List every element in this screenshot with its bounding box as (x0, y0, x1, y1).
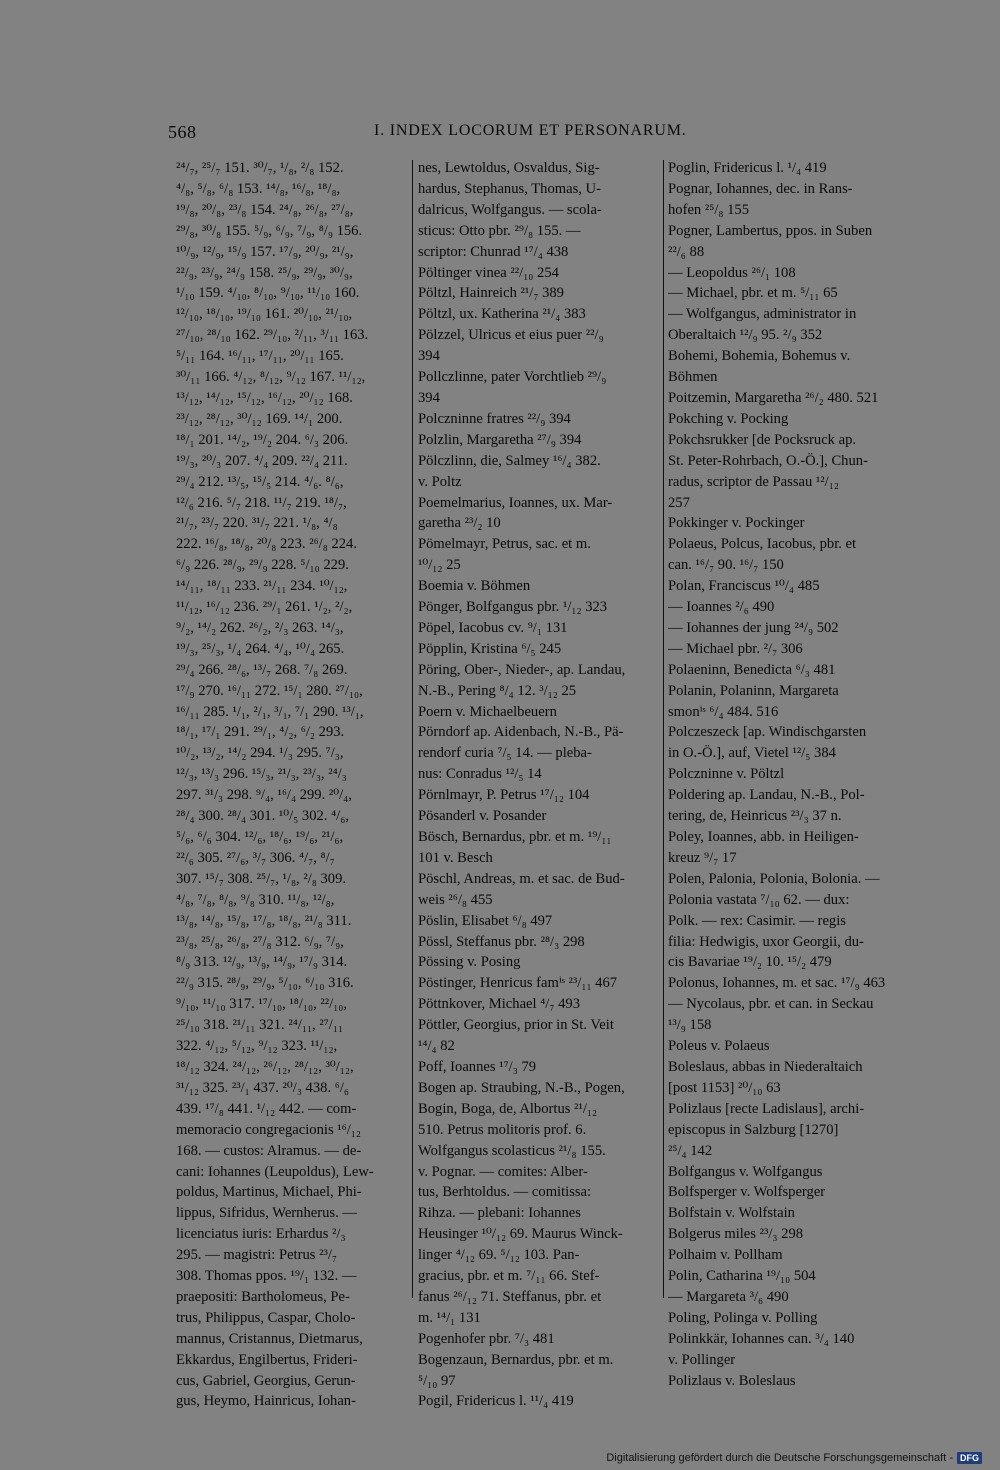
index-line: 394 (418, 389, 440, 406)
index-line: ¹⁹/₃, ²⁵/₃, ¹/₄ 264. ⁴/₄, ¹⁰/₄ 265. (176, 640, 345, 657)
index-line: Pokching v. Pocking (668, 410, 789, 427)
index-line: ¹⁰/₉, ¹²/₉, ¹⁵/₉ 157. ¹⁷/₉, ²⁰/₉, ²¹/₉, (176, 243, 354, 260)
index-line: weis ²⁶/₈ 455 (418, 891, 493, 908)
index-line: Pönger, Bolfgangus pbr. ¹/₁₂ 323 (418, 599, 608, 616)
index-line: Poling, Polinga v. Polling (668, 1309, 818, 1326)
index-line: nes, Lewtoldus, Osvaldus, Sig- (418, 160, 600, 176)
index-line: Rihza. — plebani: Iohannes (418, 1205, 581, 1222)
index-line: ²⁵/₁₀ 318. ²¹/₁₁ 321. ²⁴/₁₁, ²⁷/₁₁ (176, 1017, 344, 1034)
index-line: 322. ⁴/₁₂, ⁵/₁₂, ⁹/₁₂ 323. ¹¹/₁₂, (176, 1038, 338, 1055)
index-line: Polhaim v. Pollham (668, 1247, 783, 1264)
index-line: Pölzzel, Ulricus et eius puer ²²/₉ (418, 327, 604, 344)
index-line: 257 (668, 494, 690, 511)
index-line: Oberaltaich ¹²/₉ 95. ²/₉ 352 (668, 327, 823, 344)
index-line: Pöschl, Andreas, m. et sac. de Bud- (418, 870, 625, 887)
index-line: — Wolfgangus, administrator in (668, 306, 857, 323)
index-line: ²¹/₇, ²³/₇ 220. ³¹/₇ 221. ¹/₈, ⁴/₈ (176, 515, 338, 532)
index-line: lippus, Sifridus, Wernherus. — (176, 1205, 357, 1222)
index-line: ²⁹/₄ 266. ²⁸/₆, ¹³/₇ 268. ⁷/₈ 269. (176, 661, 348, 678)
index-line: hofen ²⁵/₈ 155 (668, 201, 750, 218)
index-line: Pöring, Ober-, Nieder-, ap. Landau, (418, 661, 626, 678)
index-line: Poff, Ioannes ¹⁷/₃ 79 (418, 1058, 537, 1075)
index-line: — Ioannes ²/₆ 490 (668, 599, 775, 616)
index-line: trus, Philippus, Caspar, Cholo- (176, 1309, 356, 1326)
index-line: Böhmen (668, 369, 718, 386)
index-line: ¹⁷/₉ 270. ¹⁶/₁₁ 272. ¹⁵/₁ 280. ²⁷/₁₀, (176, 682, 363, 699)
index-line: Boleslaus, abbas in Niederaltaich (668, 1058, 863, 1075)
index-line: ¹/₁₀ 159. ⁴/₁₀, ⁸/₁₀, ⁹/₁₀, ¹¹/₁₀ 160. (176, 285, 360, 302)
index-line: 168. — custos: Alramus. — de- (176, 1142, 362, 1159)
index-line: ²²/₆ 305. ²⁷/₆, ³/₇ 306. ⁴/₇, ⁸/₇ (176, 849, 335, 866)
index-line: ¹⁰/₁₂ 25 (418, 557, 461, 574)
index-line: Polczeszeck [ap. Windischgarsten (668, 724, 867, 741)
index-line: Bogin, Boga, de, Albortus ²¹/₁₂ (418, 1100, 598, 1117)
index-line: ¹¹/₁₂, ¹⁶/₁₂ 236. ²⁹/₁ 261. ¹/₂, ²/₂, (176, 599, 353, 616)
index-line: ⁹/₁₀, ¹¹/₁₀ 317. ¹⁷/₁₀, ¹⁸/₁₀, ²²/₁₀, (176, 996, 348, 1013)
index-line: Pogenhofer pbr. ⁷/₃ 481 (418, 1330, 555, 1347)
index-line: Pogil, Fridericus l. ¹¹/₄ 419 (418, 1393, 574, 1410)
index-line: ⁴/₈, ⁷/₈, ⁸/₈, ⁹/₈ 310. ¹¹/₈, ¹²/₈, (176, 891, 335, 908)
index-line: Polczninne v. Pöltzl (668, 766, 785, 783)
index-line: Pömelmayr, Petrus, sac. et m. (418, 536, 591, 553)
index-column-1 (176, 158, 409, 1412)
index-line: cis Bavariae ¹⁹/₂ 10. ¹⁵/₂ 479 (668, 954, 832, 971)
index-line: Pogner, Lambertus, ppos. in Suben (668, 222, 873, 239)
index-line: ¹³/₁₂, ¹⁴/₁₂, ¹⁵/₁₂, ¹⁶/₁₂, ²⁰/₁₂ 168. (176, 389, 353, 406)
index-line: ¹²/₃, ¹³/₃ 296. ¹⁵/₃, ²¹/₃, ²³/₃, ²⁴/₃ (176, 766, 347, 783)
index-line: Polaeninn, Benedicta ⁶/₃ 481 (668, 661, 836, 678)
footer-text: Digitalisierung gefördert durch die Deutsche Forschungsgemeinschaft - (606, 1452, 953, 1464)
index-line: sticus: Otto pbr. ²⁹/₈ 155. — (418, 222, 581, 239)
index-line: tus, Berhtoldus. — comitissa: (418, 1184, 592, 1201)
index-line: ²²/₆ 88 (668, 243, 705, 260)
index-line: Pognar, Iohannes, dec. in Rans- (668, 180, 853, 197)
index-line: Pöttler, Georgius, prior in St. Veit (418, 1017, 614, 1034)
index-line: Polan, Franciscus ¹⁰/₄ 485 (668, 578, 820, 595)
index-line: — Leopoldus ²⁶/₁ 108 (668, 264, 796, 281)
index-line: 439. ¹⁷/₈ 441. ¹/₁₂ 442. — com- (176, 1100, 357, 1117)
index-line: Bolfstain v. Wolfstain (668, 1205, 795, 1222)
index-line: Pöpplin, Kristina ⁶/₅ 245 (418, 640, 562, 657)
index-line: Bolfgangus v. Wolfgangus (668, 1163, 823, 1180)
index-line: licenciatus iuris: Erhardus ²/₃ (176, 1226, 346, 1243)
index-line: Bösch, Bernardus, pbr. et m. ¹⁹/₁₁ (418, 829, 612, 845)
index-line: Poemelmarius, Ioannes, ux. Mar- (418, 494, 613, 511)
index-line: ¹⁸/₁ 201. ¹⁴/₂, ¹⁹/₂ 204. ⁶/₃ 206. (176, 431, 349, 448)
dfg-logo: DFG (957, 1452, 982, 1464)
index-line: Wolfgangus scolasticus ²¹/₈ 155. (418, 1142, 606, 1159)
index-line: ³⁰/₁₁ 166. ⁴/₁₂, ⁸/₁₂, ⁹/₁₂ 167. ¹¹/₁₂, (176, 369, 366, 386)
index-line: ¹⁹/₈, ²⁰/₈, ²³/₈ 154. ²⁴/₈, ²⁶/₈, ²⁷/₈, (176, 201, 354, 218)
index-line: ¹³/₉ 158 (668, 1017, 712, 1034)
index-line: Polin, Catharina ¹⁹/₁₀ 504 (668, 1268, 816, 1285)
index-line: ¹²/₆ 216. ⁵/₇ 218. ¹¹/₇ 219. ¹⁸/₇, (176, 494, 347, 511)
index-line: fanus ²⁶/₁₂ 71. Steffanus, pbr. et (418, 1288, 602, 1305)
index-line: episcopus in Salzburg [1270] (668, 1121, 839, 1138)
index-line: hardus, Stephanus, Thomas, U- (418, 180, 601, 197)
index-line: ⁵/₁₁ 164. ¹⁶/₁₁, ¹⁷/₁₁, ²⁰/₁₁ 165. (176, 348, 344, 365)
footer (606, 1452, 982, 1464)
index-line: Pössl, Steffanus pbr. ²⁸/₃ 298 (418, 933, 585, 950)
index-line: Polanin, Polaninn, Margareta (668, 682, 839, 699)
index-line: Polonus, Iohannes, m. et sac. ¹⁷/₉ 463 (668, 975, 886, 992)
index-line: Ekkardus, Engilbertus, Frideri- (176, 1351, 358, 1368)
index-line: ³¹/₁₂ 325. ²³/₁ 437. ²⁰/₃ 438. ⁶/₆ (176, 1079, 349, 1096)
index-line: ⁹/₂, ¹⁴/₂ 262. ²⁶/₂, ²/₃ 263. ¹⁴/₃, (176, 619, 344, 636)
index-line: Polinkkär, Iohannes can. ³/₄ 140 (668, 1330, 855, 1347)
index-line: 394 (418, 348, 440, 365)
index-line: Bolfsperger v. Wolfsperger (668, 1184, 826, 1201)
index-line: filia: Hedwigis, uxor Georgii, du- (668, 933, 864, 950)
index-line: — Michael, pbr. et m. ⁵/₁₁ 65 (668, 285, 838, 302)
index-line: Polizlaus v. Boleslaus (668, 1372, 796, 1389)
index-line: praepositi: Bartholomeus, Pe- (176, 1288, 350, 1305)
index-line: — Margareta ³/₆ 490 (668, 1288, 789, 1305)
index-line: v. Poltz (418, 473, 462, 490)
index-line: ¹⁰/₂, ¹³/₂, ¹⁴/₂ 294. ¹/₃ 295. ⁷/₃, (176, 745, 344, 762)
index-column-2 (418, 158, 661, 1412)
index-line: nus: Conradus ¹²/₅ 14 (418, 766, 542, 783)
index-line: gus, Heymo, Hainricus, Iohan- (176, 1393, 356, 1410)
index-line: Poleus v. Polaeus (668, 1038, 770, 1055)
index-line: smonⁱˢ ⁶/₄ 484. 516 (668, 703, 779, 720)
index-line: dalricus, Wolfgangus. — scola- (418, 201, 602, 218)
index-line: Bolgerus miles ²³/₃ 298 (668, 1226, 804, 1243)
index-line: mannus, Cristannus, Dietmarus, (176, 1330, 363, 1347)
index-line: 297. ³¹/₃ 298. ⁹/₄, ¹⁶/₄ 299. ²⁰/₄, (176, 787, 352, 804)
index-line: Pöltinger vinea ²²/₁₀ 254 (418, 264, 559, 281)
running-head: I. INDEX LOCORUM ET PERSONARUM. (374, 122, 687, 139)
index-line: ⁴/₈, ⁵/₈, ⁶/₈ 153. ¹⁴/₈, ¹⁶/₈, ¹⁸/₈, (176, 180, 341, 197)
index-line: ²⁸/₄ 300. ²⁸/₄ 301. ¹⁰/₅ 302. ⁴/₆, (176, 808, 349, 825)
index-line: Pokkinger v. Pockinger (668, 515, 805, 532)
index-line: Polaeus, Polcus, Iacobus, pbr. et (668, 536, 857, 553)
index-line: can. ¹⁶/₇ 90. ¹⁶/₇ 150 (668, 557, 784, 574)
index-line: Poglin, Fridericus l. ¹/₄ 419 (668, 160, 827, 176)
index-line: ¹⁴/₁₁, ¹⁸/₁₁ 233. ²¹/₁₁ 234. ¹⁰/₁₂, (176, 578, 348, 595)
index-line: ¹²/₁₀, ¹⁸/₁₀, ¹⁹/₁₀ 161. ²⁰/₁₀, ²¹/₁₀, (176, 306, 353, 323)
index-line: ⁵/₁₀ 97 (418, 1372, 456, 1389)
index-line: ²²/₉, ²³/₉, ²⁴/₉ 158. ²⁵/₉, ²⁹/₉, ³⁰/₉, (176, 264, 353, 281)
index-line: Pokchsrukker [de Pocksruck ap. (668, 431, 857, 448)
index-line: Polen, Palonia, Polonia, Bolonia. — (668, 870, 880, 887)
index-line: Polzlin, Margaretha ²⁷/₉ 394 (418, 431, 582, 448)
index-line: 308. Thomas ppos. ¹⁹/₁ 132. — (176, 1268, 357, 1285)
index-line: Polk. — rex: Casimir. — regis (668, 912, 846, 929)
index-line: ²⁴/₇, ²⁵/₇ 151. ³⁰/₇, ¹/₈, ²/₈ 152. (176, 160, 344, 176)
index-line: v. Pognar. — comites: Alber- (418, 1163, 588, 1180)
index-line: Pörndorf ap. Aidenbach, N.-B., Pä- (418, 724, 624, 741)
index-line: ²⁹/₄ 212. ¹³/₅, ¹⁵/₅ 214. ⁴/₆. ⁸/₆, (176, 473, 344, 490)
index-line: ¹⁸/₁, ¹⁷/₁ 291. ²⁹/₁, ⁴/₂, ⁶/₂ 293. (176, 724, 345, 741)
index-line: Poern v. Michaelbeuern (418, 703, 557, 720)
index-line: in O.-Ö.], auf, Vietel ¹²/₅ 384 (668, 745, 836, 762)
index-line: Pöslin, Elisabet ⁶/₈ 497 (418, 912, 553, 929)
index-line: Pöttnkover, Michael ⁴/₇ 493 (418, 996, 580, 1013)
index-line: ¹⁹/₃, ²⁰/₃ 207. ⁴/₄ 209. ²²/₄ 211. (176, 452, 348, 469)
index-line: cani: Iohannes (Leupoldus), Lew- (176, 1163, 374, 1180)
index-line: ¹³/₈, ¹⁴/₈, ¹⁵/₈, ¹⁷/₈, ¹⁸/₈, ²¹/₈ 311. (176, 912, 352, 929)
index-line: Poitzemin, Margaretha ²⁶/₂ 480. 521 (668, 389, 879, 406)
index-line: ¹⁴/₄ 82 (418, 1038, 455, 1055)
index-line: ⁸/₉ 313. ¹²/₉, ¹³/₉, ¹⁴/₉, ¹⁷/₉ 314. (176, 954, 348, 971)
index-line: Pöpel, Iacobus cv. ⁹/₁ 131 (418, 619, 568, 636)
index-line: ⁶/₉ 226. ²⁸/₉, ²⁹/₉ 228. ⁵/₁₀ 229. (176, 557, 349, 574)
index-line: kreuz ⁹/₇ 17 (668, 849, 737, 866)
index-line: ²³/₁₂, ²⁸/₁₂, ³⁰/₁₂ 169. ¹⁴/₁ 200. (176, 410, 343, 427)
index-line: ²⁷/₁₀, ²⁸/₁₀ 162. ²⁹/₁₀, ²/₁₁, ³/₁₁ 163. (176, 327, 369, 344)
index-line: 295. — magistri: Petrus ²³/₇ (176, 1247, 337, 1264)
index-line: Bogenzaun, Bernardus, pbr. et m. (418, 1351, 614, 1368)
index-line: — Iohannes der jung ²⁴/₉ 502 (668, 619, 839, 636)
index-line: radus, scriptor de Passau ¹²/₁₂ (668, 473, 839, 490)
index-line: Bogen ap. Straubing, N.-B., Pogen, (418, 1079, 625, 1096)
index-line: gracius, pbr. et m. ⁷/₁₁ 66. Stef- (418, 1268, 600, 1285)
column-divider-2 (663, 160, 664, 1298)
index-line: 510. Petrus molitoris prof. 6. (418, 1121, 587, 1138)
index-line: Pösanderl v. Posander (418, 808, 547, 825)
index-line: Pölczlinn, die, Salmey ¹⁶/₄ 382. (418, 452, 601, 469)
index-line: Poley, Ioannes, abb. in Heiligen- (668, 829, 859, 845)
index-line: Pössing v. Posing (418, 954, 521, 971)
index-line: Polczninne fratres ²²/₉ 394 (418, 410, 571, 427)
index-line: poldus, Martinus, Michael, Phi- (176, 1184, 362, 1201)
index-line: Polonia vastata ⁷/₁₀ 62. — dux: (668, 891, 850, 908)
column-divider-1 (412, 160, 413, 1298)
index-line: v. Pollinger (668, 1351, 736, 1368)
index-line: Pöltzl, Hainreich ²¹/₇ 389 (418, 285, 564, 302)
index-line: Polizlaus [recte Ladislaus], archi- (668, 1100, 865, 1117)
index-line: [post 1153] ²⁰/₁₀ 63 (668, 1079, 781, 1096)
index-line: tering, de, Heinricus ²³/₃ 37 n. (668, 808, 842, 825)
index-line: ¹⁶/₁₁ 285. ¹/₁, ²/₁, ³/₁, ⁷/₁ 290. ¹³/₁, (176, 703, 364, 720)
page-number: 568 (168, 122, 197, 142)
index-line: garetha ²³/₂ 10 (418, 515, 501, 532)
index-line: 222. ¹⁶/₈, ¹⁸/₈, ²⁰/₈ 223. ²⁶/₈ 224. (176, 536, 357, 553)
index-line: Boemia v. Böhmen (418, 578, 531, 595)
index-line: rendorf curia ⁷/₅ 14. — pleba- (418, 745, 592, 762)
index-line: m. ¹⁴/₁ 131 (418, 1309, 481, 1326)
index-line: ²²/₉ 315. ²⁸/₉, ²⁹/₉, ⁵/₁₀, ⁶/₁₀ 316. (176, 975, 354, 992)
index-line: ⁵/₆, ⁶/₆ 304. ¹²/₆, ¹⁸/₆, ¹⁹/₆, ²¹/₆, (176, 829, 344, 845)
index-line: cus, Gabriel, Georgius, Gerun- (176, 1372, 356, 1389)
index-line: Heusinger ¹⁰/₁₂ 69. Maurus Winck- (418, 1226, 623, 1243)
index-line: St. Peter-Rohrbach, O.-Ö.], Chun- (668, 452, 868, 469)
index-column-3 (668, 158, 918, 1391)
index-line: linger ⁴/₁₂ 69. ⁵/₁₂ 103. Pan- (418, 1247, 580, 1264)
index-line: — Michael pbr. ²/₇ 306 (668, 640, 803, 657)
index-line: ¹⁸/₁₂ 324. ²⁴/₁₂, ²⁶/₁₂, ²⁸/₁₂, ³⁰/₁₂, (176, 1058, 354, 1075)
index-line: Bohemi, Bohemia, Bohemus v. (668, 348, 851, 365)
index-line: 307. ¹⁵/₇ 308. ²⁵/₇, ¹/₈, ²/₈ 309. (176, 870, 347, 887)
index-line: Pöltzl, ux. Katherina ²¹/₄ 383 (418, 306, 586, 323)
index-line: N.-B., Pering ⁸/₄ 12. ³/₁₂ 25 (418, 682, 577, 699)
index-line: memoracio congregacionis ¹⁶/₁₂ (176, 1121, 361, 1138)
index-line: ²⁹/₈, ³⁰/₈ 155. ⁵/₉, ⁶/₉, ⁷/₉, ⁸/₉ 156. (176, 222, 363, 239)
index-line: ²³/₈, ²⁵/₈, ²⁶/₈, ²⁷/₈ 312. ⁶/₉, ⁷/₉, (176, 933, 344, 950)
index-line: Pöstinger, Henricus famⁱˢ ²³/₁₁ 467 (418, 975, 618, 992)
index-line: ²⁵/₄ 142 (668, 1142, 713, 1159)
index-line: Pollczlinne, pater Vorchtlieb ²⁹/₉ (418, 369, 607, 386)
index-line: Pörnlmayr, P. Petrus ¹⁷/₁₂ 104 (418, 787, 590, 804)
index-line: scriptor: Chunrad ¹⁷/₄ 438 (418, 243, 569, 260)
index-line: 101 v. Besch (418, 849, 493, 866)
index-line: — Nycolaus, pbr. et can. in Seckau (668, 996, 874, 1013)
index-line: Poldering ap. Landau, N.-B., Pol- (668, 787, 865, 804)
